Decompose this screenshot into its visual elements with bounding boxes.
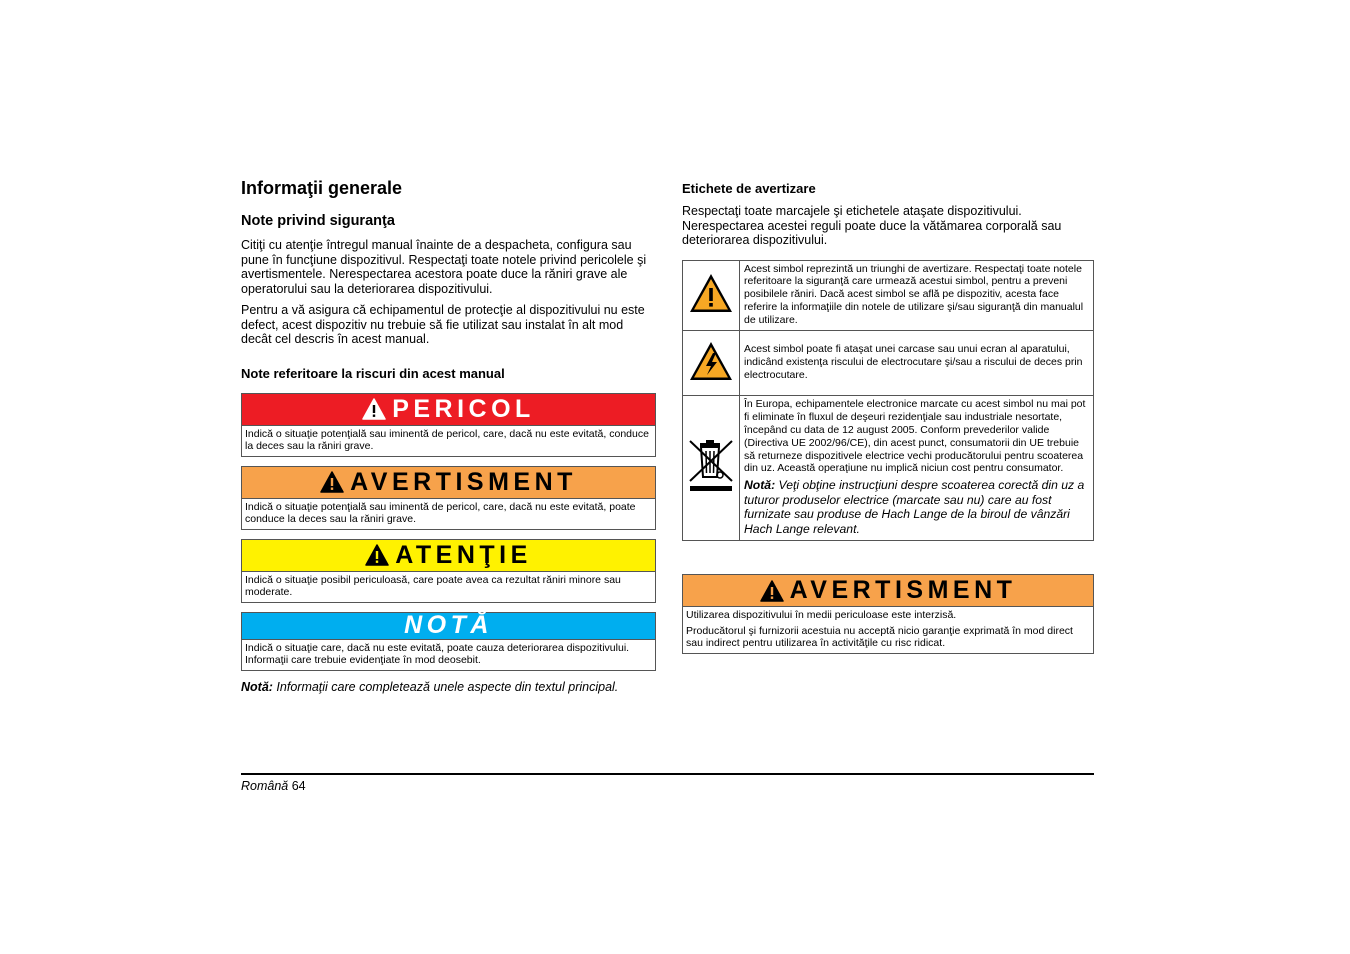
notice-text: Indică o situaţie care, dacă nu este evitată, poate cauza deteriorarea dispozitivului. Informaţii care trebuie evidenţiate în mod deosebit. <box>245 641 630 666</box>
danger-box <box>241 393 656 457</box>
weee-note-label: Notă: <box>744 478 776 493</box>
warning-box <box>241 466 656 530</box>
left-column <box>241 178 656 694</box>
weee-note <box>744 478 1087 536</box>
right-column <box>682 178 1094 663</box>
labels-paragraph: Respectaţi toate marcajele şi etichetele ataşate dispozitivului. Nerespectarea acestei reguli poate duce la vătămarea corporală sau deteriorarea dispozitivului. <box>682 204 1062 247</box>
symbols-table <box>682 260 1094 542</box>
warning-triangle-icon <box>320 471 344 493</box>
caution-bar <box>242 540 655 572</box>
footer-language: Română <box>241 779 289 793</box>
warning-label: AVERTISMENT <box>350 467 577 496</box>
notice-box <box>241 612 656 671</box>
warning-bar <box>683 575 1093 607</box>
note-paragraph <box>241 680 656 694</box>
symbol-cell <box>683 331 740 396</box>
symbol-description: Acest simbol poate fi ataşat unei carcase sau unui ecran al aparatului, indicând existenţa riscului de electrocutare şi/sau a riscului de deces prin electrocutare. <box>740 331 1094 396</box>
warning-triangle-icon <box>688 272 734 314</box>
note-text: Informaţii care completează unele aspecte din textul principal. <box>272 679 619 694</box>
page-footer <box>241 779 306 793</box>
hazard-heading: Note referitoare la riscuri din acest manual <box>241 365 505 381</box>
warning-label: AVERTISMENT <box>789 576 1017 605</box>
warning-box-right <box>682 574 1094 654</box>
warning-triangle-icon <box>365 544 389 566</box>
weee-text: În Europa, echipamentele electronice marcate cu acest simbol nu mai pot fi eliminate în fluxul de deşeuri rezidenţiale sau industriale nesortate, începând cu data de 12 august 2005. Conform prevederilor valide (Directiva UE 2002/96/CE), din acest punct, consumatorii din UE trebuie să returneze dispozitivele electrice vechi producătorului pentru scoaterea din uz. Această operaţiune nu implică niciun cost pentru consumator. <box>744 398 1086 475</box>
page-title: Informaţii generale <box>241 178 403 198</box>
danger-label: PERICOL <box>392 394 535 423</box>
safety-paragraph-1: Citiţi cu atenţie întregul manual înainte de a despacheta, configura sau pune în funcţiune dispozitivul. Respectaţi toate notele privind pericolele şi avertismentele. Nerespectarea acestora poate duce la răniri grave ale operatorului sau la deteriorarea dispozitivului. <box>241 238 647 296</box>
note-label: Notă: <box>241 679 273 694</box>
crossed-bin-icon <box>687 437 735 495</box>
table-row <box>683 331 1094 396</box>
danger-text: Indică o situaţie potenţială sau iminentă de pericol, care, dacă nu este evitată, conduce la deces sau la răniri grave. <box>245 427 649 452</box>
caution-box <box>241 539 656 603</box>
table-row <box>683 396 1094 541</box>
warning-line-1: Utilizarea dispozitivului în medii periculoase este interzisă. <box>686 609 957 622</box>
warning-text <box>683 607 1093 653</box>
caution-label: ATENŢIE <box>395 540 532 569</box>
caution-text: Indică o situaţie posibil periculoasă, care poate avea ca rezultat răniri minore sau moderate. <box>245 573 621 598</box>
safety-heading: Note privind siguranţa <box>241 213 395 229</box>
electric-shock-icon <box>688 340 734 382</box>
warning-text: Indică o situaţie potenţială sau iminentă de pericol, care, dacă nu este evitată, poate conduce la deces sau la răniri grave. <box>245 500 636 525</box>
weee-note-text: Veţi obţine instrucţiuni despre scoaterea corectă din uz a tuturor produselor electrice (marcate sau nu) care au fost furnizate sau produse de Hach Lange de la biroul de vânzări Hach Lange relevant. <box>744 478 1085 536</box>
page-number: 64 <box>288 779 306 793</box>
symbol-cell <box>683 260 740 331</box>
danger-bar <box>242 394 655 426</box>
table-row <box>683 260 1094 331</box>
warning-line-2: Producătorul şi furnizorii acestuia nu acceptă nicio garanţie exprimată în mod direct sau indirect pentru utilizarea în activităţile cu risc ridicat. <box>686 624 1073 650</box>
footer-divider <box>241 773 1094 775</box>
warning-bar <box>242 467 655 499</box>
warning-triangle-icon <box>760 580 784 602</box>
warning-triangle-icon <box>362 398 386 420</box>
safety-paragraph-2: Pentru a vă asigura că echipamentul de protecţie al dispozitivului nu este defect, acest dispozitiv nu trebuie să fie utilizat sau instalat în alt mod decât cel descris în acest manual. <box>241 303 645 346</box>
notice-bar <box>242 613 655 640</box>
symbol-cell <box>683 396 740 541</box>
labels-heading: Etichete de avertizare <box>682 181 816 196</box>
symbol-description <box>740 396 1094 541</box>
symbol-description: Acest simbol reprezintă un triunghi de avertizare. Respectaţi toate notele referitoare la siguranţă care urmează acestui simbol, pentru a preveni posibilele răniri. Dacă acest simbol se află pe dispozitiv, acesta face referire la informaţiile din notele de utilizare şi/sau siguranţă din manualul de utilizare. <box>740 260 1094 331</box>
notice-label: NOTĂ <box>404 611 493 639</box>
